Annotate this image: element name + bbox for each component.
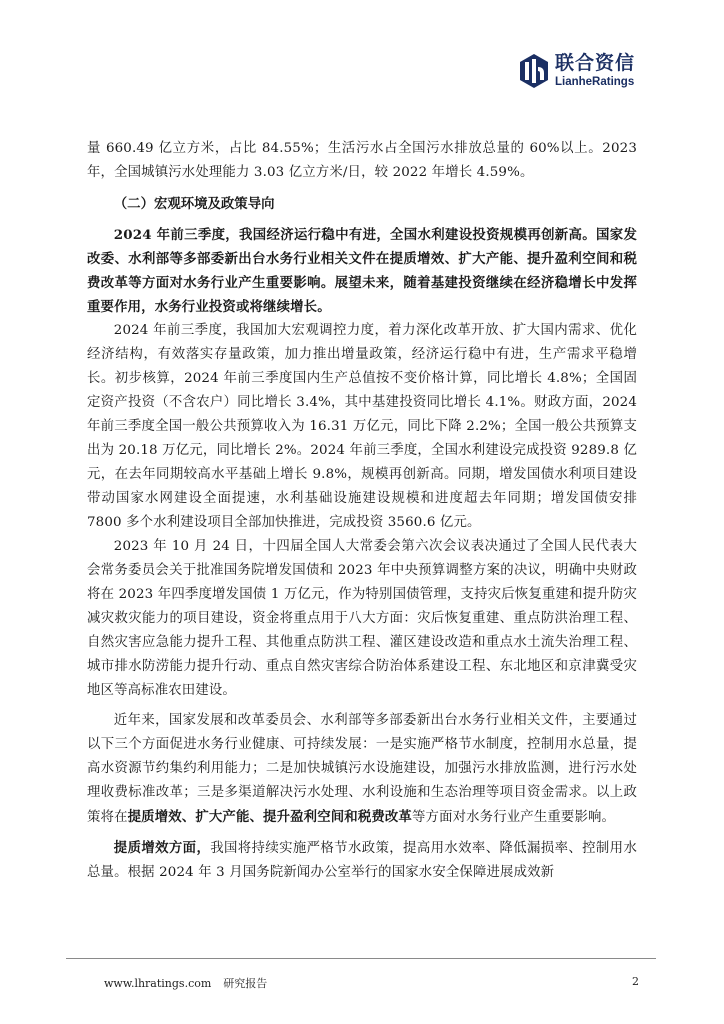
company-logo (517, 52, 635, 90)
logo-chinese-name: 联合资信 (555, 51, 636, 74)
footer-info (104, 975, 267, 991)
paragraph-macro-economy: 2024 年前三季度，我国加大宏观调控力度，着力深化改革开放、扩大国内需求、优化经济结构，有效落实存量政策，加力推出增量政策，经济运行稳中有进，生产需求平稳增长。初步核算，2024 年前三季度国内生产总值按不变价格计算，同比增长 4.8%；全国固定资产投资（不含农户）同比增长 3.4%，其中基建投资同比增长 4.1%。财政方面，2024 年前三季度全国一般公共预算收入为 16.31 万亿元，同比下降 2.2%；全国一般公共预算支出为 20.18 万亿元，同比增长 2%。2024 年前三季度，全国水利建设完成投资 9289.8 亿元，在去年同期较高水平基础上增长 9.8%，规模再创新高。同期，增发国债水利项目建设带动国家水网建设全面提速，水利基础设施建设规模和进度超去年同期；增发国债安排 7800 多个水利建设项目全部加快推进，完成投资 3560.6 亿元。 (87, 323, 637, 530)
paragraph-bond-issuance: 2023 年 10 月 24 日，十四届全国人大常委会第六次会议表决通过了全国人民代表大会常务委员会关于批准国务院增发国债和 2023 年中央预算调整方案的决议，明确中央财政将在 2023 年四季度增发国债 1 万亿元，作为特别国债管理，支持灾后恢复重建和提升防灾减灾救灾能力的项目建设，资金将重点用于八大方面：灾后恢复重建、重点防洪治理工程、自然灾害应急能力提升工程、其他重点防洪工程、灌区建设改造和重点水土流失治理工程、城市排水防涝能力提升行动、重点自然灾害综合防治体系建设工程、东北地区和京津冀受灾地区等高标准农田建设。 (87, 539, 637, 698)
footer-website-link[interactable]: www.lhratings.com (104, 977, 212, 990)
paragraph-efficiency (87, 836, 637, 885)
efficiency-text: 我国将持续实施严格节水政策，提高用水效率、降低漏损率、控制用水总量。根据 2024 年 3 月国务院新闻办公室举行的国家水安全保障进展成效新 (87, 841, 637, 880)
section-heading: （二）宏观环境及政策导向 (113, 196, 275, 212)
document-body (87, 137, 637, 885)
page-number: 2 (632, 975, 639, 988)
policy-text-start: 近年来，国家发展和改革委员会、水利部等多部委新出台水务行业相关文件，主要通过以下三个方面促进水务行业健康、可持续发展：一是实施严格节水制度，控制用水总量，提高水资源节约集约利用能力；二是加快城镇污水设施建设，加强污水排放监测，进行污水处理收费标准改革；三是多渠道解决污水处理、水利设施和生态治理等项目资金需求。以上政策将在 (87, 713, 637, 825)
paragraph-continued: 量 660.49 亿立方米，占比 84.55%；生活污水占全国污水排放总量的 60%以上。2023 年，全国城镇污水处理能力 3.03 亿立方米/日，较 2022 年增长 4.59%。 (87, 141, 637, 180)
policy-emphasis: 提质增效、扩大产能、提升盈利空间和税费改革 (127, 809, 412, 825)
lianhe-logo-icon (517, 52, 551, 90)
efficiency-lead: 提质增效方面， (113, 840, 211, 856)
policy-text-end: 等方面对水务行业产生重要影响。 (411, 810, 616, 825)
paragraph-policy-overview (87, 709, 637, 830)
footer-doc-type: 研究报告 (223, 977, 268, 990)
logo-english-name: LianheRatings (555, 75, 635, 88)
footer-divider (66, 958, 656, 959)
section-summary: 2024 年前三季度，我国经济运行稳中有进，全国水利建设投资规模再创新高。国家发改委、水利部等多部委新出台水务行业相关文件在提质增效、扩大产能、提升盈利空间和税费改革等方面对水务行业产生重要影响。展望未来，随着基建投资继续在经济稳增长中发挥重要作用，水务行业投资或将继续增长。 (87, 227, 637, 315)
